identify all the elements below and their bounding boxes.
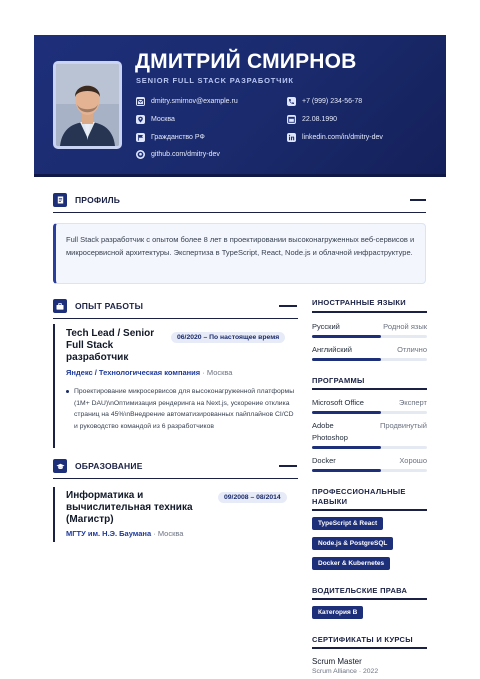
experience-entry <box>53 324 298 448</box>
briefcase-icon <box>53 299 67 313</box>
languages-rule <box>312 311 427 313</box>
section-title-education: ОБРАЗОВАНИЕ <box>75 461 143 471</box>
language-level: Отлично <box>397 345 427 354</box>
school-location: Москва <box>157 529 184 538</box>
software-heading: ПРОГРАММЫ <box>312 376 365 385</box>
linkedin-icon <box>287 133 296 142</box>
certificates-rule <box>312 647 427 649</box>
skill-tag: Docker & Kubernetes <box>312 557 390 570</box>
section-header-profile <box>53 193 120 207</box>
candidate-title: SENIOR FULL STACK РАЗРАБОТЧИК <box>136 76 294 85</box>
job-company: Яндекс / Технологическая компания <box>66 368 201 377</box>
education-date-badge: 09/2008 – 08/2014 <box>218 492 287 503</box>
section-divider <box>53 212 426 213</box>
language-name: Русский <box>312 322 340 331</box>
section-divider <box>53 318 298 319</box>
contact-city <box>136 115 175 124</box>
contact-email-text: dmitry.smirnov@example.ru <box>151 98 238 105</box>
contact-birthdate-text: 22.08.1990 <box>302 116 338 123</box>
language-name: Английский <box>312 345 352 354</box>
profile-photo <box>53 61 122 149</box>
languages-heading: ИНОСТРАННЫЕ ЯЗЫКИ <box>312 298 406 307</box>
contact-birthdate <box>287 115 337 124</box>
software-bar <box>312 411 427 414</box>
software-bar <box>312 469 427 472</box>
language-bar-fill <box>312 358 381 361</box>
flag-icon <box>136 133 145 142</box>
software-bar-fill <box>312 446 381 449</box>
skill-tag: TypeScript & React <box>312 517 383 530</box>
software-name: Adobe Photoshop <box>312 421 348 442</box>
job-location: Москва <box>206 368 233 377</box>
section-header-experience <box>53 299 143 313</box>
language-bar <box>312 358 427 361</box>
contact-github[interactable] <box>136 150 220 159</box>
job-separator: · <box>202 368 205 377</box>
language-level: Родной язык <box>383 322 427 331</box>
contact-phone-text: +7 (999) 234-56-78 <box>302 98 363 105</box>
school-name: МГТУ им. Н.Э. Баумана <box>66 529 152 538</box>
contact-phone[interactable] <box>287 97 362 106</box>
software-level: Продвинутый <box>379 421 427 430</box>
software-bar <box>312 446 427 449</box>
job-company-line <box>66 368 232 377</box>
section-title-experience: ОПЫТ РАБОТЫ <box>75 301 144 311</box>
skills-rule <box>312 509 427 511</box>
mail-icon <box>136 97 145 106</box>
profile-summary-text: Full Stack разработчик с опытом более 8 лет в проектировании высоконагруженных веб-сервисов и микросервисной архитектуры. Экспертиза в TypeScript, React, Node.js и облачной инфраструктуре. <box>66 235 415 257</box>
language-bar <box>312 335 427 338</box>
contact-citizenship-text: Гражданство РФ <box>151 134 205 141</box>
certificates-heading: СЕРТИФИКАТЫ И КУРСЫ <box>312 635 413 644</box>
license-heading: ВОДИТЕЛЬСКИЕ ПРАВА <box>312 586 408 595</box>
document-icon <box>53 193 67 207</box>
github-icon <box>136 150 145 159</box>
contact-citizenship <box>136 133 205 142</box>
software-name: Docker <box>312 456 336 465</box>
section-header-education <box>53 459 143 473</box>
job-description: Проектирование микросервисов для высоконагруженной платформы (1M+ DAU)\nОптимизация рендеринга на Next.js, ускорение отклика страниц на 45%\nВнедрение автоматизированных пайплайнов CI/CD и руководство командой из 6 разработчиков <box>74 388 295 430</box>
calendar-icon <box>287 115 296 124</box>
profile-summary <box>53 223 426 284</box>
language-bar-fill <box>312 335 381 338</box>
section-title-profile: ПРОФИЛЬ <box>75 195 121 205</box>
skill-tag: Node.js & PostgreSQL <box>312 537 393 550</box>
section-divider <box>53 478 298 479</box>
contact-github-text: github.com/dmitry-dev <box>151 151 220 158</box>
section-accent-rule <box>279 465 297 467</box>
skills-heading: ПРОФЕССИОНАЛЬНЫЕ НАВЫКИ <box>312 487 406 506</box>
contact-city-text: Москва <box>151 116 175 123</box>
license-tag: Категория B <box>312 606 363 619</box>
software-level: Эксперт <box>398 398 427 407</box>
job-date-badge: 06/2020 – По настоящее время <box>171 332 285 343</box>
education-school-line <box>66 529 183 538</box>
contact-linkedin-text: linkedin.com/in/dmitry-dev <box>302 134 383 141</box>
location-pin-icon <box>136 115 145 124</box>
phone-icon <box>287 97 296 106</box>
license-rule <box>312 598 427 600</box>
resume-header <box>34 35 446 177</box>
software-bar-fill <box>312 411 381 414</box>
software-level: Хорошо <box>399 456 427 465</box>
software-rule <box>312 388 427 390</box>
certificate-name: Scrum Master <box>312 657 362 666</box>
degree-title: Информатика и вычислительная техника (Магистр) <box>66 490 193 525</box>
section-accent-rule <box>279 305 297 307</box>
contact-email[interactable] <box>136 97 238 106</box>
certificate-issuer: Scrum Alliance · 2022 <box>312 668 379 675</box>
education-entry <box>53 487 298 542</box>
section-accent-rule <box>410 199 426 201</box>
graduation-cap-icon <box>53 459 67 473</box>
school-separator: · <box>153 529 156 538</box>
job-title: Tech Lead / Senior Full Stack разработчик <box>66 328 155 363</box>
software-bar-fill <box>312 469 381 472</box>
candidate-name: ДМИТРИЙ СМИРНОВ <box>135 50 357 73</box>
software-name: Microsoft Office <box>312 398 364 407</box>
bullet-icon <box>66 390 69 393</box>
contact-linkedin[interactable] <box>287 133 383 142</box>
